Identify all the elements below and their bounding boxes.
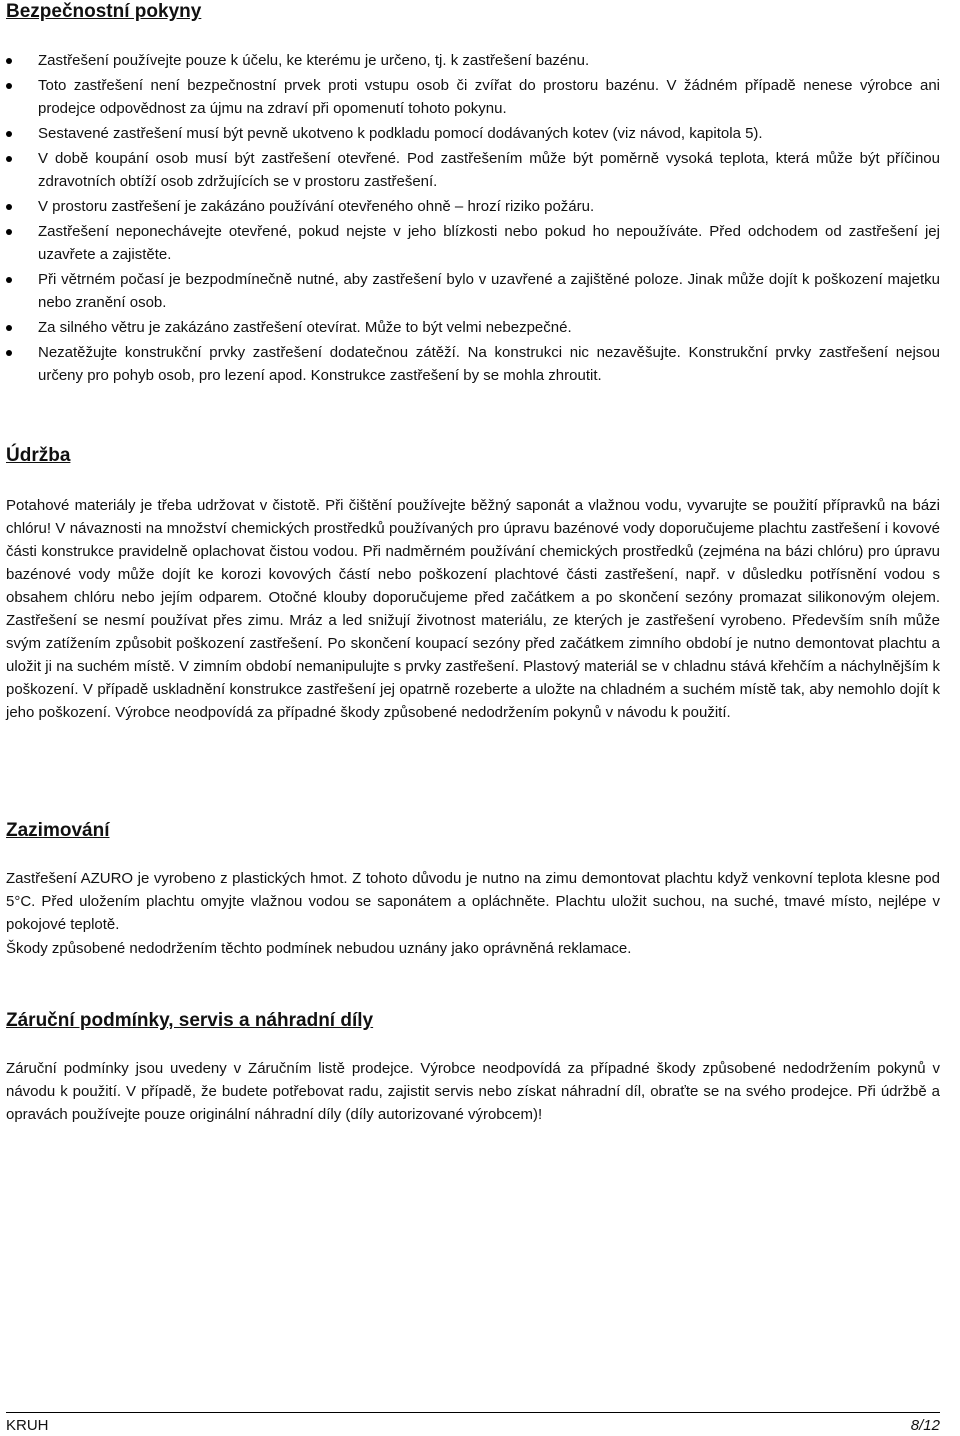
winter-heading: Zazimování: [6, 820, 110, 841]
safety-item: Sestavené zastřešení musí být pevně ukotveno k podkladu pomocí dodávaných kotev (viz návod, kapitola 5).: [6, 122, 940, 145]
safety-item: Zastřešení neponechávejte otevřené, pokud nejste v jeho blízkosti nebo pokud ho nepoužíváte. Před odchodem od zastřešení jej uzavřete a zajistěte.: [6, 220, 940, 266]
safety-heading: Bezpečnostní pokyny: [6, 1, 202, 22]
bullet-icon: [6, 325, 12, 331]
bullet-icon: [6, 131, 12, 137]
warranty-text: Záruční podmínky jsou uvedeny v Záručním listě prodejce. Výrobce neodpovídá za případné škody způsobené nedodržením pokynů v návodu k použití. V případě, že budete potřebovat radu, zajistit servis nebo získat náhradní díl, obraťte se na svého prodejce. Při údržbě a opravách používejte pouze originální náhradní díly (díly autorizované výrobcem)!: [6, 1060, 940, 1123]
safety-item: V době koupání osob musí být zastřešení otevřené. Pod zastřešením může být poměrně vysoká teplota, která může být příčinou zdravotních obtíží osob zdržujících se v prostoru zastřešení.: [6, 147, 940, 193]
safety-item: V prostoru zastřešení je zakázáno používání otevřeného ohně – hrozí riziko požáru.: [6, 195, 940, 218]
bullet-icon: [6, 229, 12, 235]
footer-divider: [6, 1412, 940, 1413]
bullet-icon: [6, 277, 12, 283]
bullet-icon: [6, 156, 12, 162]
safety-item: Toto zastřešení není bezpečnostní prvek proti vstupu osob či zvířat do prostoru bazénu. V žádném případě nenese výrobce ani prodejce odpovědnost za újmu na zdraví při opomenutí tohoto pokynu.: [6, 74, 940, 120]
page-number: 8/12: [910, 1417, 940, 1434]
maintenance-heading: Údržba: [6, 445, 71, 466]
safety-item: Při větrném počasí je bezpodmínečně nutné, aby zastřešení bylo v uzavřené a zajištěné poloze. Jinak může dojít k poškození majetku nebo zranění osob.: [6, 268, 940, 314]
bullet-icon: [6, 350, 12, 356]
bullet-icon: [6, 83, 12, 89]
safety-list: [6, 49, 940, 387]
maintenance-text: Potahové materiály je třeba udržovat v čistotě. Při čištění používejte běžný saponát a vlažnou vodu, vyvarujte se použití přípravků na bázi chlóru! V návaznosti na množství chemických prostředků používaných pro úpravu bazénové vody doporučujeme plachtu zastřešení i kovové části konstrukce pravidelně oplachovat čistou vodou. Při nadměrném používání chemických prostředků (zejména na bázi chlóru) pro úpravu bazénové vody může dojít ke korozi kovových částí nebo poškození plachtové části zastřešení, např. v důsledku potřísnění vodou s obsahem chlóru nebo jejím odparem. Otočné klouby doporučujeme před začátkem a po skončení sezóny promazat silikonovým olejem. Zastřešení se nesmí používat přes zimu. Mráz a led snižují životnost materiálu, ze kterých je zastřešení vyrobeno. Především sníh může svým zatížením způsobit poškození zastřešení. Po skončení koupací sezóny před začátkem zimního období je nutno demontovat plachtu a uložit ji na suchém místě. V zimním období nemanipulujte s prvky zastřešení. Plastový materiál se v chladnu stává křehčím a náchylnějším k poškození. V případě uskladnění konstrukce zastřešení jej opatrně rozeberte a uložte na chladném a suchém místě tak, aby nemohlo dojít k jeho poškození. Výrobce neodpovídá za případné škody způsobené nedodržením pokynů v návodu k použití.: [6, 497, 940, 721]
winter-text: Zastřešení AZURO je vyrobeno z plastických hmot. Z tohoto důvodu je nutno na zimu demontovat plachtu když venkovní teplota klesne pod 5°C. Před uložením plachtu omyjte vlažnou vodou se saponátem a opláchněte. Plachtu uložit suchou, na suché, tmavé místo, nejlépe v pokojové teplotě.: [6, 870, 940, 933]
bullet-icon: [6, 58, 12, 64]
warranty-heading: Záruční podmínky, servis a náhradní díly: [6, 1010, 374, 1031]
safety-item: Zastřešení používejte pouze k účelu, ke kterému je určeno, tj. k zastřešení bazénu.: [6, 49, 940, 72]
safety-item: Za silného větru je zakázáno zastřešení otevírat. Může to být velmi nebezpečné.: [6, 316, 940, 339]
footer-product-name: KRUH: [6, 1417, 49, 1434]
safety-item: Nezatěžujte konstrukční prvky zastřešení dodatečnou zátěží. Na konstrukci nic nezavěšujte. Konstrukční prvky zastřešení nejsou určeny pro pohyb osob, pro lezení apod. Konstrukce zastřešení by se mohla zhroutit.: [6, 341, 940, 387]
bullet-icon: [6, 204, 12, 210]
winter-text-2: Škody způsobené nedodržením těchto podmínek nebudou uznány jako oprávněná reklamace.: [6, 940, 632, 957]
